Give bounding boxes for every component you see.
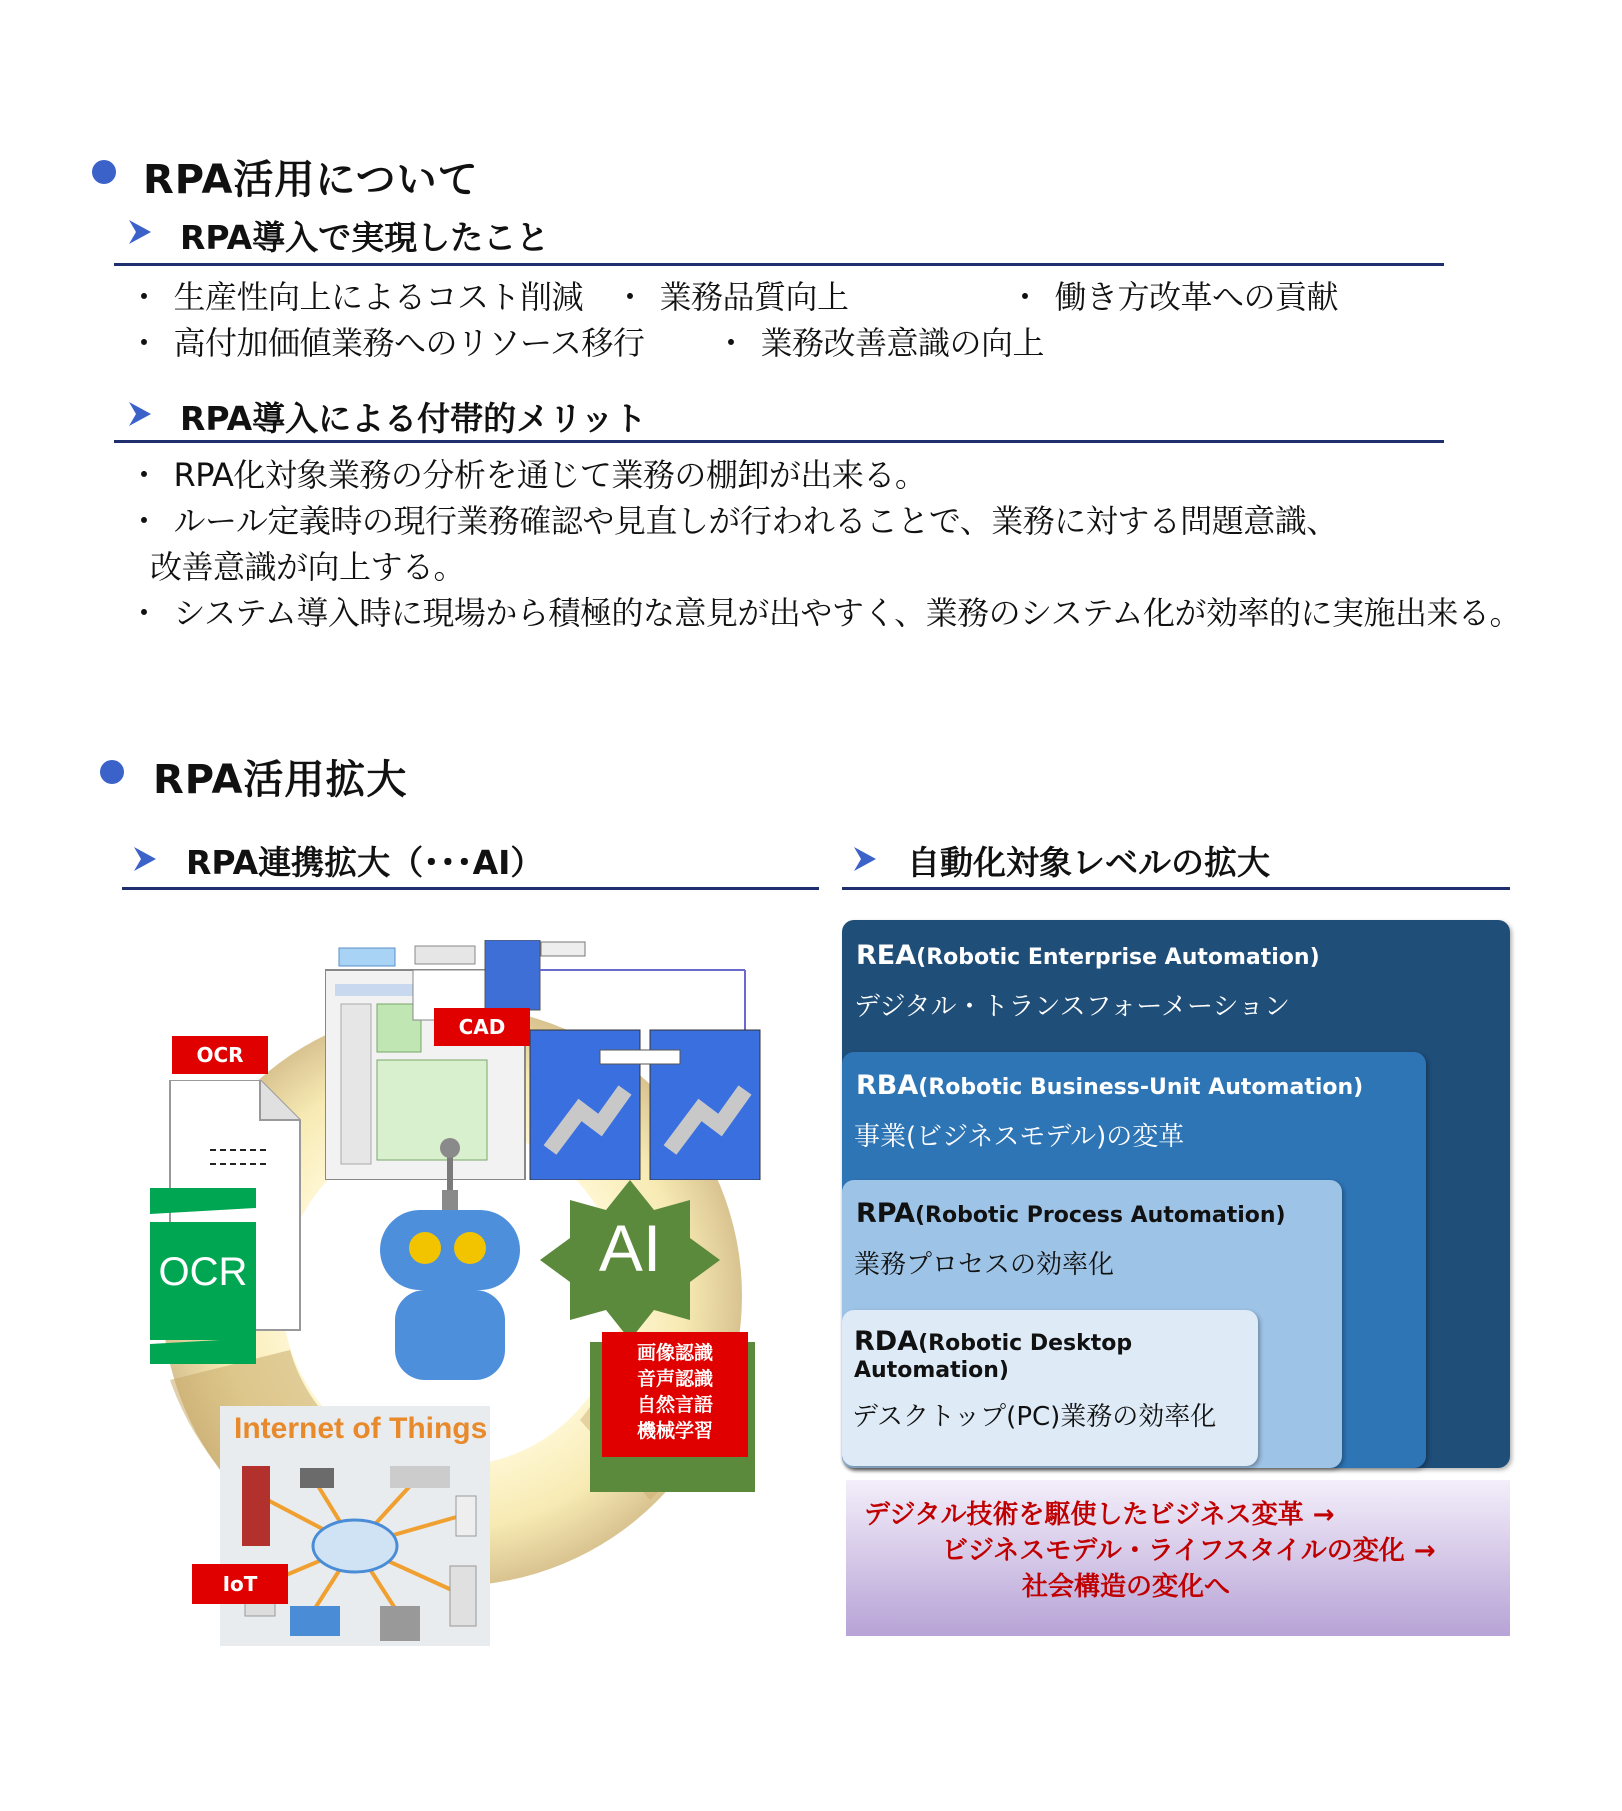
section1-bullet xyxy=(92,160,116,184)
sub1-divider xyxy=(114,263,1444,266)
left-panel-divider xyxy=(122,887,819,890)
ocr-tag: OCR xyxy=(172,1036,268,1074)
ai-features-box xyxy=(602,1332,748,1457)
arrow-bullet-icon xyxy=(127,218,153,246)
level-rda-title: RDA(Robotic Desktop xyxy=(854,1326,1133,1357)
merit-item: ・ RPA化対象業務の分析を通じて業務の棚卸が出来る。 xyxy=(128,456,927,494)
right-panel-title: 自動化対象レベルの拡大 xyxy=(907,843,1270,882)
sub2-title: RPA導入による付帯的メリット xyxy=(180,399,647,438)
ai-feature-image: 画像認識 xyxy=(636,1342,713,1364)
ocr-doc-badge xyxy=(150,1188,256,1364)
ai-feature-voice: 音声認識 xyxy=(636,1368,713,1390)
merit-item: ・ ルール定義時の現行業務確認や見直しが行われることで、業務に対する問題意識、 xyxy=(128,502,1338,540)
achievement-quality: ・ 業務品質向上 xyxy=(614,278,849,316)
left-panel-title: RPA連携拡大（･･･AI） xyxy=(186,843,544,882)
iot-tag: IoT xyxy=(192,1564,288,1604)
level-rda-box xyxy=(842,1310,1258,1466)
iot-network-icon xyxy=(220,1446,490,1646)
arrow-bullet-icon xyxy=(852,845,878,873)
achievement-resource: ・ 高付加価値業務へのリソース移行 xyxy=(128,324,645,362)
arrow-bullet-icon xyxy=(127,400,153,428)
level-rea-desc: デジタル・トランスフォーメーション xyxy=(854,992,1291,1022)
summary-line2: ビジネスモデル・ライフスタイルの変化 → xyxy=(942,1536,1436,1566)
section2-bullet xyxy=(100,760,124,784)
cad-tag: CAD xyxy=(434,1008,530,1046)
level-rpa-title: RPA(Robotic Process Automation) xyxy=(856,1198,1286,1229)
right-panel-divider xyxy=(842,887,1510,890)
merit-item: ・ システム導入時に現場から積極的な意見が出やすく、業務のシステム化が効率的に実施出来る。 xyxy=(128,594,1521,632)
sub1-line1: ・ 生産性向上によるコスト削減 xyxy=(128,278,584,316)
arrow-bullet-icon xyxy=(132,845,158,873)
summary-line1: デジタル技術を駆使したビジネス変革 → xyxy=(864,1500,1335,1530)
level-rpa-desc: 業務プロセスの効率化 xyxy=(854,1250,1115,1280)
level-rba-desc: 事業(ビジネスモデル)の変革 xyxy=(854,1122,1185,1152)
ai-label: AI xyxy=(598,1211,662,1285)
achievement-awareness: ・ 業務改善意識の向上 xyxy=(715,324,1045,362)
transformation-summary xyxy=(846,1480,1510,1636)
level-rea-title: REA(Robotic Enterprise Automation) xyxy=(856,940,1320,971)
level-rda-title-cont: Automation) xyxy=(854,1358,1009,1383)
achievement-cost: 生産性向上によるコスト削減 xyxy=(173,278,584,316)
robot-icon xyxy=(350,1130,550,1380)
ai-feature-ml: 機械学習 xyxy=(636,1420,713,1442)
achievement-workstyle: ・ 働き方改革への貢献 xyxy=(1009,278,1339,316)
merit-item-continued: 改善意識が向上する。 xyxy=(150,548,466,586)
ocr-doc-label: OCR xyxy=(158,1250,248,1294)
summary-line3: 社会構造の変化へ xyxy=(1022,1572,1231,1602)
level-rda-desc: デスクトップ(PC)業務の効率化 xyxy=(852,1402,1217,1432)
iot-panel xyxy=(220,1406,490,1646)
sub2-divider xyxy=(114,440,1444,443)
automation-levels xyxy=(842,920,1510,1470)
sub1-title: RPA導入で実現したこと xyxy=(180,218,550,257)
rpa-integration-diagram xyxy=(130,940,780,1650)
level-rba-title: RBA(Robotic Business-Unit Automation) xyxy=(856,1070,1364,1101)
ai-feature-nlp: 自然言語 xyxy=(636,1394,713,1416)
iot-title: Internet of Things xyxy=(234,1412,488,1445)
section2-title: RPA活用拡大 xyxy=(153,757,408,803)
section1-title: RPA活用について xyxy=(143,157,479,203)
